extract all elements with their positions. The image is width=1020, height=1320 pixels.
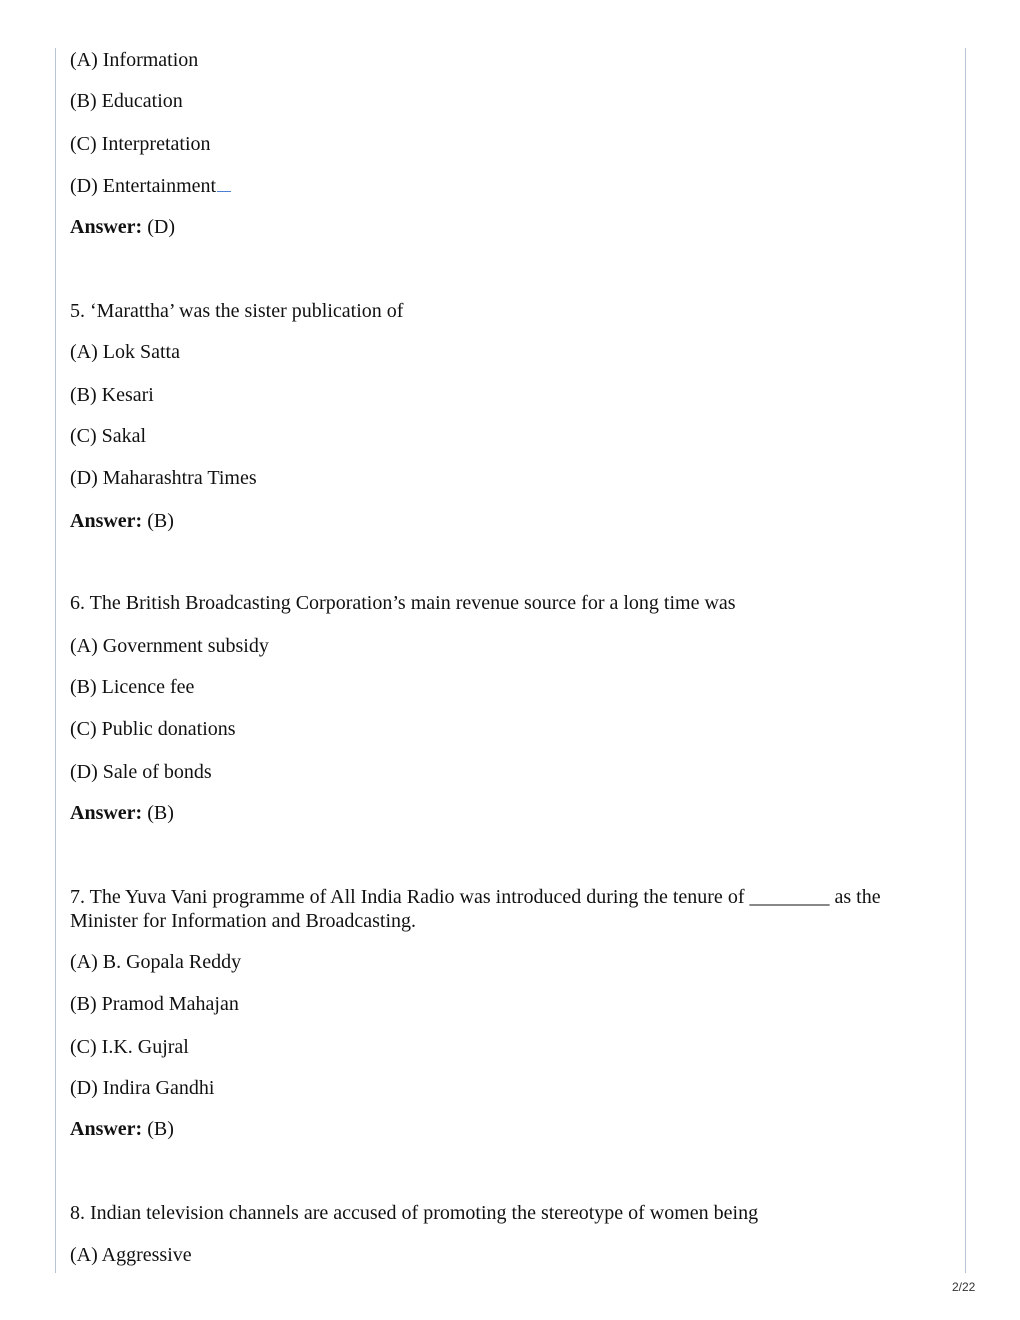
answer-value: (B) — [147, 1118, 174, 1140]
answer — [70, 1117, 174, 1141]
page-right-border — [965, 48, 966, 1273]
option-with-link — [70, 174, 231, 198]
page-left-border — [55, 48, 56, 1273]
option: (A) B. Gopala Reddy — [70, 951, 242, 973]
option: (C) Interpretation — [70, 133, 211, 155]
question: 8. Indian television channels are accused of promoting the stereotype of women being — [70, 1202, 759, 1224]
question: 6. The British Broadcasting Corporation’s main revenue source for a long time was — [70, 592, 736, 614]
option: (B) Kesari — [70, 384, 154, 406]
question: 7. The Yuva Vani programme of All India Radio was introduced during the tenure of ________ as the Minister for Information and Broadcasting. — [70, 886, 881, 932]
answer-label: Answer: — [70, 510, 143, 532]
option: (C) Sakal — [70, 425, 147, 447]
option: (B) Licence fee — [70, 676, 195, 698]
option: (A) Aggressive — [70, 1244, 192, 1266]
option: (D) Sale of bonds — [70, 761, 212, 783]
link-marker[interactable] — [217, 175, 231, 192]
option: (A) Government subsidy — [70, 635, 269, 657]
answer — [70, 509, 174, 533]
option: (B) Education — [70, 90, 183, 112]
answer-value: (D) — [147, 216, 175, 238]
option: (A) Information — [70, 49, 199, 71]
option: (D) Entertainment — [70, 175, 217, 197]
option: (A) Lok Satta — [70, 341, 180, 363]
option: (C) Public donations — [70, 718, 236, 740]
answer-label: Answer: — [70, 1118, 143, 1140]
answer-value: (B) — [147, 510, 174, 532]
answer-label: Answer: — [70, 802, 143, 824]
option: (B) Pramod Mahajan — [70, 993, 239, 1015]
question: 5. ‘Marattha’ was the sister publication of — [70, 300, 404, 322]
option: (D) Maharashtra Times — [70, 467, 257, 489]
answer-label: Answer: — [70, 216, 143, 238]
option: (D) Indira Gandhi — [70, 1077, 215, 1099]
answer-value: (B) — [147, 802, 174, 824]
page-number: 2/22 — [952, 1280, 976, 1294]
answer — [70, 801, 174, 825]
answer — [70, 215, 175, 239]
option: (C) I.K. Gujral — [70, 1036, 189, 1058]
